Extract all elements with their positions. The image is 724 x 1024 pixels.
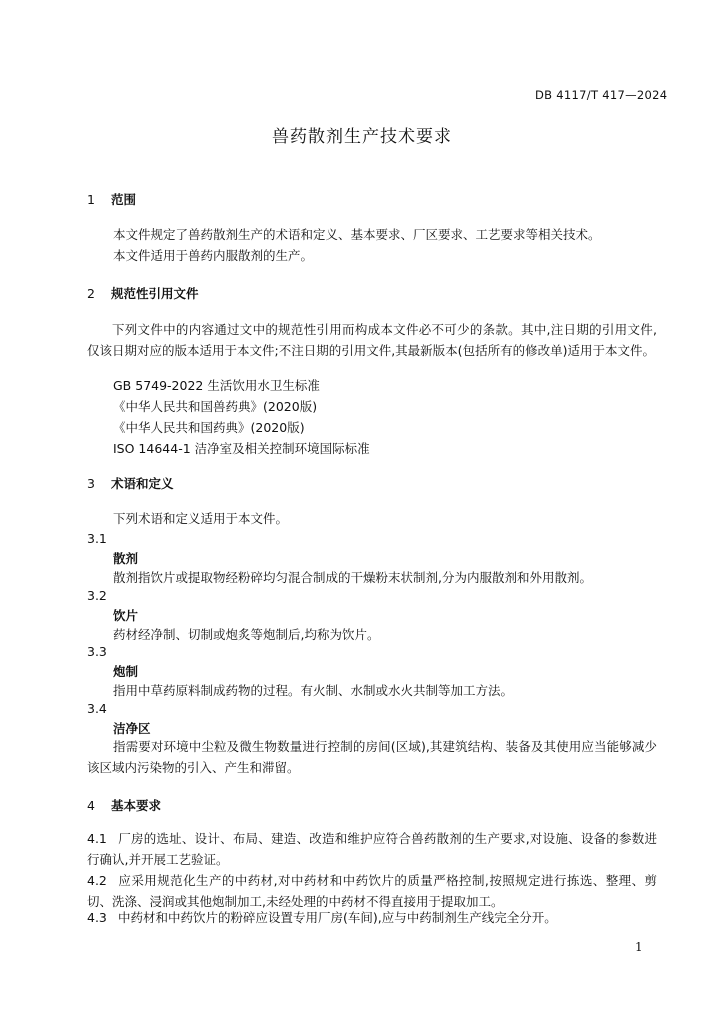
term-name: 炮制	[113, 664, 139, 679]
section-number: 4	[87, 798, 95, 813]
page-number: 1	[635, 940, 643, 954]
requirement-number: 4.1	[87, 831, 107, 846]
term-definition: 散剂指饮片或提取物经粉碎均匀混合制成的干燥粉末状制剂,分为内服散剂和外用散剂。	[113, 570, 592, 585]
term-definition: 药材经净制、切制或炮炙等炮制后,均称为饮片。	[113, 627, 380, 642]
requirement-item	[87, 907, 657, 928]
term-definition: 指用中草药原料制成药物的过程。有火制、水制或水火共制等加工方法。	[113, 683, 514, 698]
section-heading-2	[87, 284, 199, 302]
requirement-number: 4.2	[87, 873, 107, 888]
requirement-item	[87, 870, 657, 912]
term-name: 饮片	[113, 608, 139, 623]
requirement-number: 4.3	[87, 910, 107, 925]
section-title: 范围	[110, 192, 136, 207]
term-number: 3.2	[87, 588, 107, 603]
reference-item: GB 5749-2022 生活饮用水卫生标准	[113, 378, 320, 393]
references-intro: 下列文件中的内容通过文中的规范性引用而构成本文件必不可少的条款。其中,注日期的引用文件,仅该日期对应的版本适用于本文件;不注日期的引用文件,其最新版本(包括所有的修改单)适用于本文件。	[87, 322, 657, 358]
section-title: 术语和定义	[110, 476, 174, 491]
section-heading-4	[87, 796, 161, 814]
term-number: 3.4	[87, 701, 107, 716]
requirement-text: 厂房的选址、设计、布局、建造、改造和维护应符合兽药散剂的生产要求,对设施、设备的参数进行确认,并开展工艺验证。	[87, 831, 657, 867]
term-number: 3.3	[87, 644, 107, 659]
section-title: 规范性引用文件	[110, 286, 199, 301]
scope-paragraph-1: 本文件规定了兽药散剂生产的术语和定义、基本要求、厂区要求、工艺要求等相关技术。	[113, 227, 601, 242]
page-title: 兽药散剂生产技术要求	[272, 127, 452, 147]
requirement-text: 中药材和中药饮片的粉碎应设置专用厂房(车间),应与中药制剂生产线完全分开。	[118, 910, 557, 925]
term-name: 洁净区	[113, 721, 151, 736]
section-number: 3	[87, 476, 95, 491]
requirement-text: 应采用规范化生产的中药材,对中药材和中药饮片的质量严格控制,按照规定进行拣选、整理、剪切、洗涤、浸润或其他炮制加工,未经处理的中药材不得直接用于提取加工。	[87, 873, 657, 909]
section-heading-1	[87, 190, 136, 208]
reference-item: ISO 14644-1 洁净室及相关控制环境国际标准	[113, 441, 370, 456]
document-code: DB 4117/T 417—2024	[535, 88, 668, 102]
term-number: 3.1	[87, 531, 107, 546]
section-number: 1	[87, 192, 95, 207]
reference-item: 《中华人民共和国兽药典》(2020版)	[113, 399, 318, 414]
scope-paragraph-2: 本文件适用于兽药内服散剂的生产。	[113, 248, 314, 263]
reference-item: 《中华人民共和国药典》(2020版)	[113, 420, 305, 435]
section-number: 2	[87, 286, 95, 301]
term-name: 散剂	[113, 551, 139, 566]
term-definition: 指需要对环境中尘粒及微生物数量进行控制的房间(区域),其建筑结构、装备及其使用应当能够减少该区域内污染物的引入、产生和滞留。	[87, 739, 657, 775]
section-title: 基本要求	[110, 798, 161, 813]
terms-intro: 下列术语和定义适用于本文件。	[113, 511, 289, 526]
requirement-item	[87, 828, 657, 870]
section-heading-3	[87, 474, 174, 492]
